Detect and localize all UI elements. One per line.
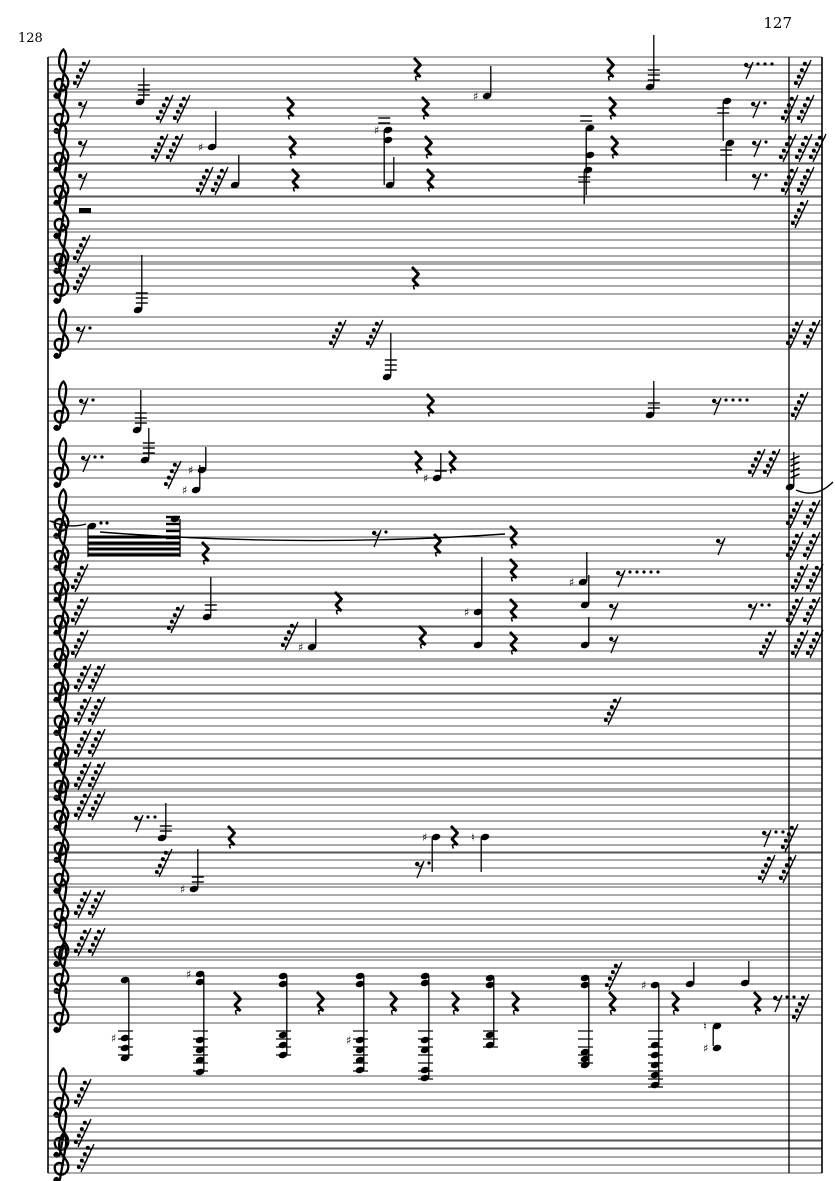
sharp-icon: ♯ <box>703 1042 709 1055</box>
rest-64th <box>88 792 105 820</box>
sharp-icon: ♯ <box>473 90 479 103</box>
rest-64th <box>806 630 823 658</box>
rest-8th <box>609 603 618 620</box>
rest-8th <box>78 101 87 118</box>
note <box>180 849 204 896</box>
staff-24 <box>48 945 822 994</box>
rest-64th <box>809 134 826 162</box>
rest-64th <box>803 532 820 560</box>
rest-8th <box>79 398 95 415</box>
note <box>198 111 217 154</box>
staff-16 <box>48 687 822 736</box>
rest-64th <box>156 95 173 123</box>
note <box>580 617 590 649</box>
rest-64th <box>759 630 776 658</box>
rest-quarter <box>754 992 761 1015</box>
staff-2 <box>48 124 822 173</box>
sharp-icon: ♯ <box>423 472 429 485</box>
rest-64th <box>151 134 168 162</box>
note <box>740 961 750 987</box>
rest-8th <box>751 101 767 118</box>
rest-64th <box>794 60 811 88</box>
rest-64th <box>791 392 808 420</box>
staff-28 <box>48 1134 822 1181</box>
note <box>473 66 492 103</box>
rest-64th <box>73 60 90 88</box>
sharp-icon: ♯ <box>464 606 470 619</box>
rest-64th <box>196 167 213 195</box>
rest-quarter <box>317 992 324 1015</box>
rest-8th <box>415 861 431 878</box>
rest-64th <box>88 664 105 692</box>
staff-23 <box>48 918 822 967</box>
staff-27 <box>48 1109 822 1158</box>
rest-64th <box>779 855 796 883</box>
chord-column <box>641 979 663 1089</box>
rest-64th <box>803 320 820 348</box>
rest-64th <box>74 1079 91 1107</box>
rest-64th <box>211 167 228 195</box>
sharp-icon: ♯ <box>346 1034 352 1047</box>
sharp-icon: ♯ <box>569 576 575 589</box>
rest-quarter <box>452 992 459 1015</box>
rest-64th <box>88 890 105 918</box>
rest-64th <box>803 597 820 625</box>
flagged-note <box>785 452 833 493</box>
note <box>202 577 217 621</box>
note <box>382 333 397 381</box>
chord-column <box>578 974 593 1070</box>
staff-4 <box>48 190 822 239</box>
rest-8th <box>609 636 618 653</box>
staff-15 <box>48 654 822 703</box>
measure-number: 128 <box>18 31 43 46</box>
rest-8th <box>81 455 104 472</box>
staff-19 <box>48 782 822 831</box>
rest-quarter <box>512 992 519 1015</box>
sharp-icon: ♯ <box>180 883 186 896</box>
rest-64th <box>748 449 765 477</box>
barlines <box>48 57 822 1173</box>
rest-64th <box>797 167 814 195</box>
staff-1 <box>48 85 822 134</box>
note <box>298 619 317 654</box>
rest-64th <box>604 697 621 725</box>
staff-22 <box>48 880 822 929</box>
sharp-icon: ♯ <box>422 831 428 844</box>
rest-64th <box>71 597 88 625</box>
rest-8th <box>78 173 87 190</box>
staff-3 <box>48 157 822 206</box>
rest-quarter <box>390 992 397 1015</box>
rest-64th <box>791 630 808 658</box>
natural-icon: ♮ <box>471 831 475 844</box>
note <box>720 139 735 181</box>
rest-quarter <box>335 592 342 615</box>
rest-64th <box>366 320 383 348</box>
rest-64th <box>791 200 808 228</box>
rest-8th <box>76 326 92 343</box>
note <box>385 157 395 189</box>
rest-64th <box>88 697 105 725</box>
note <box>569 552 588 589</box>
rest-8th <box>78 140 87 157</box>
sharp-icon: ♯ <box>374 124 380 137</box>
rest-64th <box>88 729 105 757</box>
note <box>423 453 447 485</box>
rest-quarter <box>414 58 421 81</box>
rest-64th <box>806 564 823 592</box>
natural-icon: ♮ <box>703 1020 707 1033</box>
rest-64th <box>88 762 105 790</box>
sharp-icon: ♯ <box>641 979 647 992</box>
staff-0 <box>48 50 822 99</box>
chord-column <box>483 974 498 1050</box>
rest-quarter <box>419 626 426 649</box>
chord-column <box>418 972 433 1083</box>
sharp-icon: ♯ <box>188 464 194 477</box>
note <box>645 35 660 91</box>
rest-64th <box>164 461 181 489</box>
rest-8th <box>372 530 388 547</box>
rest-64th <box>803 500 820 528</box>
rest-quarter <box>672 992 679 1015</box>
rest-64th <box>167 605 184 633</box>
rest-64th <box>763 449 780 477</box>
staff-13 <box>48 587 822 636</box>
rest-8th <box>716 538 725 555</box>
rest-quarter <box>510 559 517 582</box>
rest-64th <box>329 320 346 348</box>
rest-64th <box>797 95 814 123</box>
rest-quarter <box>234 992 241 1015</box>
rest-64th <box>173 95 190 123</box>
rest-8th <box>752 140 768 157</box>
rest-8th <box>752 173 768 190</box>
staff-12 <box>48 554 822 603</box>
note <box>645 381 660 419</box>
staff-6 <box>48 255 822 304</box>
rest-8th <box>773 995 796 1012</box>
staff-5 <box>48 225 822 274</box>
rest-64th <box>71 630 88 658</box>
rest-64th <box>73 265 90 293</box>
rest-64th <box>73 235 90 263</box>
staff-10 <box>48 490 822 539</box>
rest-64th <box>71 564 88 592</box>
sharp-icon: ♯ <box>111 1032 117 1045</box>
chord-column <box>111 976 133 1063</box>
staff-8 <box>48 382 822 431</box>
staff-17 <box>48 719 822 768</box>
rest-8th <box>616 570 660 587</box>
rest-64th <box>758 855 775 883</box>
rest-quarter <box>609 992 616 1015</box>
sharp-icon: ♯ <box>186 968 192 981</box>
staff-7 <box>48 310 822 359</box>
sharp-icon: ♯ <box>182 484 188 497</box>
staff-26 <box>48 1069 822 1118</box>
page-number: 127 <box>763 14 792 32</box>
sharp-icon: ♯ <box>298 641 304 654</box>
rest-quarter <box>607 58 614 81</box>
rest-8th <box>762 830 785 847</box>
rest-64th <box>791 564 808 592</box>
rest-64th <box>166 134 183 162</box>
note <box>157 803 172 842</box>
staff-18 <box>48 752 822 801</box>
rest-8th <box>712 398 749 415</box>
rest-half <box>79 208 91 213</box>
rest-8th <box>748 603 771 620</box>
note <box>717 97 732 141</box>
rest-64th <box>74 1119 91 1147</box>
sharp-icon: ♯ <box>198 141 204 154</box>
note <box>135 68 150 106</box>
rest-64th <box>779 134 796 162</box>
chord <box>374 118 393 185</box>
note <box>685 962 695 988</box>
